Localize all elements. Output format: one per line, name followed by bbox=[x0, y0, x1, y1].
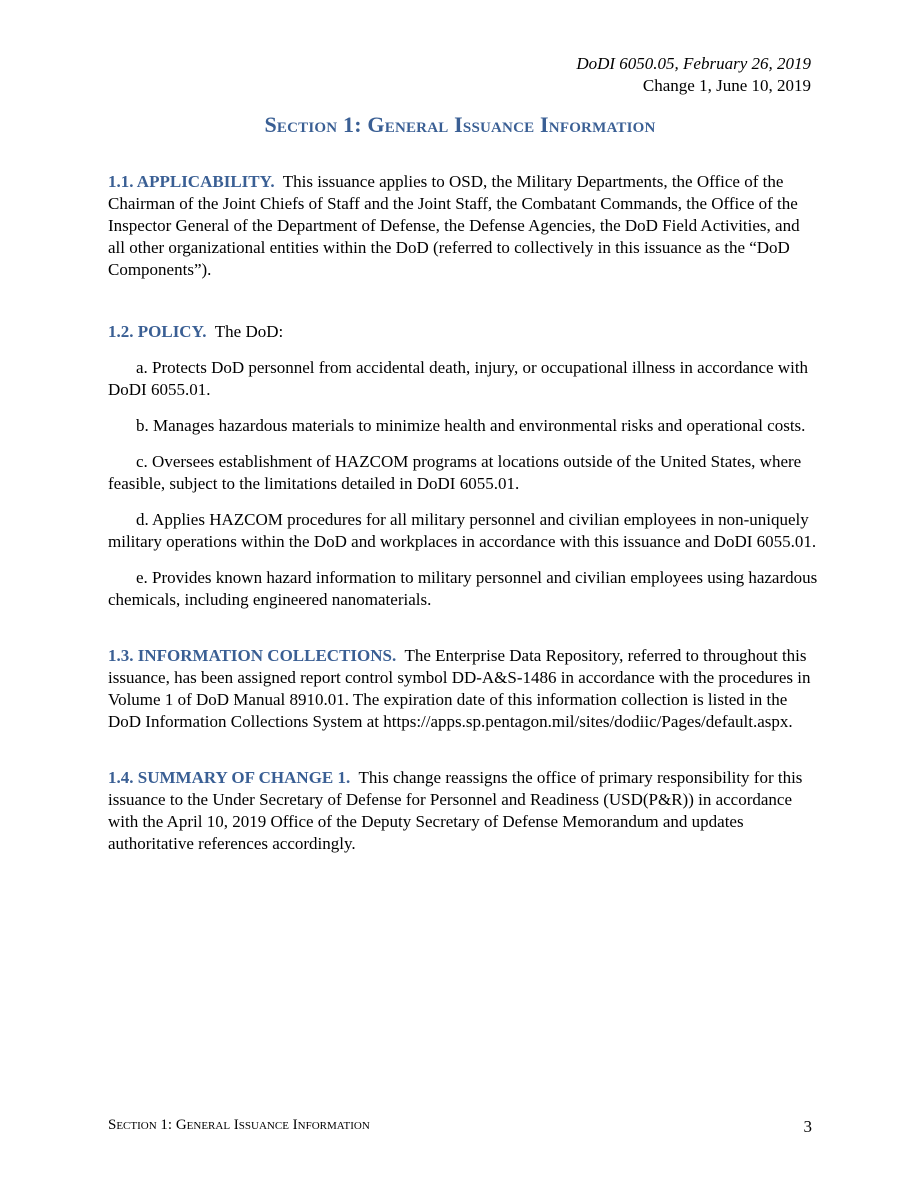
policy-item-d: d. Applies HAZCOM procedures for all military personnel and civilian employees in non-uniquely military operations within the DoD and workplaces in accordance with this issuance and DoDI 6055.01. bbox=[108, 510, 817, 551]
heading-applicability: 1.1. APPLICABILITY. bbox=[108, 172, 275, 191]
page-footer bbox=[108, 1117, 812, 1137]
policy-item-c: c. Oversees establishment of HAZCOM programs at locations outside of the United States, where feasible, subject to the limitations detailed in DoDI 6055.01. bbox=[108, 452, 802, 493]
text-summary-of-change: This change reassigns the office of primary responsibility for this issuance to the Under Secretary of Defense for Personnel and Readiness (USD(P&R)) in accordance with the April 10, 2019 Office of the Deputy Secretary of Defense Memorandum and updates authoritative references accordingly. bbox=[108, 768, 803, 853]
change-notice: Change 1, June 10, 2019 bbox=[642, 76, 811, 95]
heading-information-collections: 1.3. INFORMATION COLLECTIONS. bbox=[108, 646, 397, 665]
section-title: Section 1: General Issuance Information bbox=[264, 112, 656, 137]
paragraph-summary-of-change bbox=[108, 767, 820, 855]
footer-section-label: Section 1: General Issuance Information bbox=[108, 1117, 370, 1133]
text-information-collections: The Enterprise Data Repository, referred to throughout this issuance, has been assigned report control symbol DD-A&S-1486 in accordance with the procedures in Volume 1 of DoD Manual 8910.01. The expiration date of this information collection is listed in the DoD Information Collections System at https://apps.sp.pentagon.mil/sites/dodiic/Pages/default.aspx. bbox=[108, 646, 811, 731]
policy-item-a: a. Protects DoD personnel from accidental death, injury, or occupational illness in accordance with DoDI 6055.01. bbox=[108, 358, 809, 399]
policy-item-b: b. Manages hazardous materials to minimize health and environmental risks and operational costs. bbox=[136, 416, 806, 435]
paragraph-applicability bbox=[108, 171, 820, 281]
text-applicability: This issuance applies to OSD, the Military Departments, the Office of the Chairman of the Joint Chiefs of Staff and the Joint Staff, the Combatant Commands, the Office of the Inspector General of the Department of Defense, the Defense Agencies, the DoD Field Activities, and all other organizational entities within the DoD (referred to collectively in this issuance as the “DoD Components”). bbox=[108, 172, 800, 279]
page-header bbox=[576, 53, 811, 97]
heading-summary-of-change: 1.4. SUMMARY OF CHANGE 1. bbox=[108, 768, 351, 787]
page-number: 3 bbox=[803, 1117, 812, 1136]
paragraph-information-collections bbox=[108, 645, 820, 733]
heading-policy: 1.2. POLICY. bbox=[108, 322, 207, 341]
document-id: DoDI 6050.05, February 26, 2019 bbox=[576, 54, 811, 73]
text-policy: The DoD: bbox=[214, 322, 284, 341]
document-body bbox=[108, 171, 820, 855]
paragraph-policy bbox=[108, 321, 820, 343]
policy-item-e: e. Provides known hazard information to military personnel and civilian employees using hazardous chemicals, including engineered nanomaterials. bbox=[108, 568, 818, 609]
